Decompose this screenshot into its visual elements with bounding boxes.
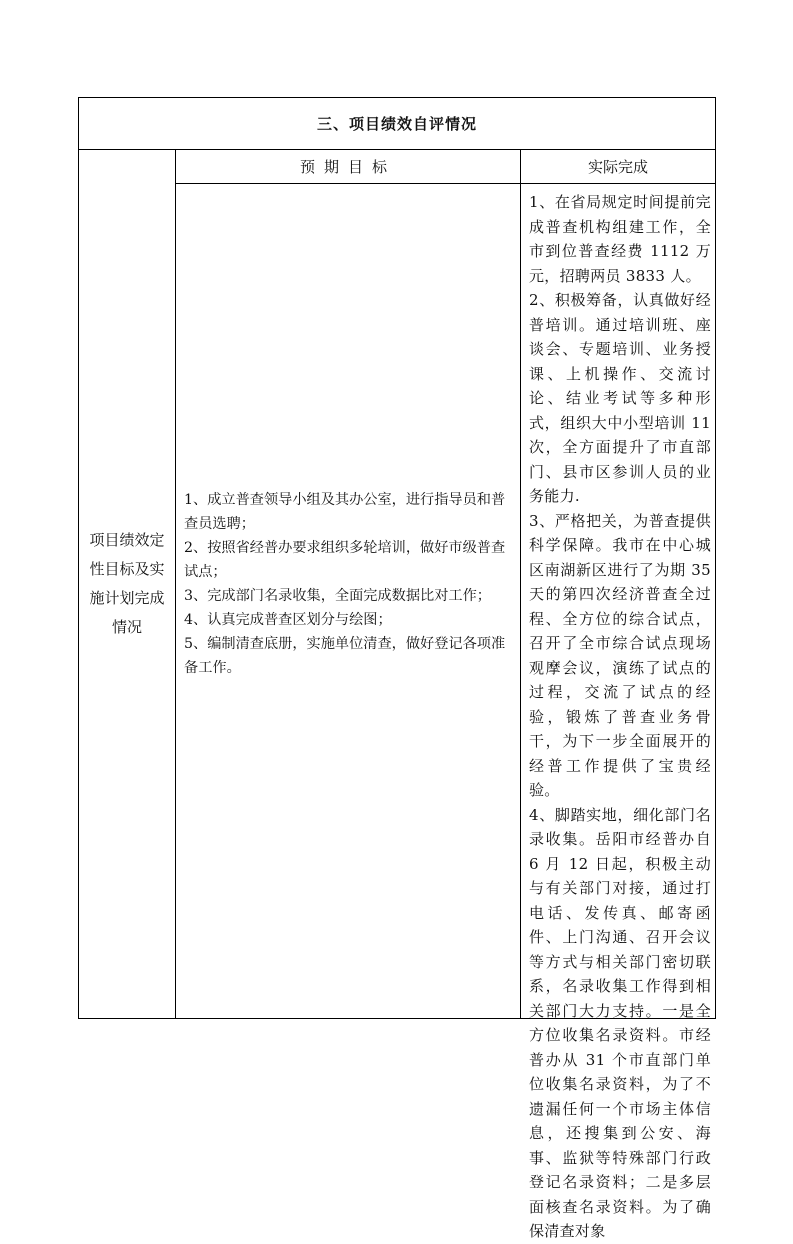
- row-label-cell: [79, 150, 176, 1018]
- expected-goals-list: [176, 488, 520, 680]
- expected-item: 2、按照省经普办要求组织多轮培训，做好市级普查试点；: [184, 540, 506, 580]
- expected-item: 4、认真完成普查区划分与绘图；: [184, 612, 392, 628]
- actual-completion-text: [521, 184, 715, 1244]
- expected-goals-cell: [176, 184, 521, 1018]
- actual-paragraph: 1、在省局规定时间提前完成普查机构组建工作，全市到位普查经费 1112 万元，招聘两员 3833 人。: [529, 193, 711, 285]
- actual-paragraph: 2、积极筹备，认真做好经普培训。通过培训班、座谈会、专题培训、业务授课、上机操作、交流讨论、结业考试等多种形式，组织大中小型培训 11 次，全方面提升了市直部门、县市区参训人员的业务能力.: [529, 291, 711, 505]
- expected-item: 1、成立普查领导小组及其办公室，进行指导员和普查员选聘；: [184, 492, 506, 532]
- actual-paragraph: 4、脚踏实地，细化部门名录收集。岳阳市经普办自 6 月 12 日起，积极主动与有关部门对接，通过打电话、发传真、邮寄函件、上门沟通、召开会议等方式与相关部门密切联系，名录收集工作得到相关部门大力支持。一是全方位收集名录资料。市经普办从 31 个市直部门单位收集名录资料，为了不遗漏任何一个市场主体信息，还搜集到公安、海事、监狱等特殊部门行政登记名录资料；二是多层面核查名录资料。为了确保清查对象: [529, 805, 711, 1240]
- actual-completion-cell: [521, 184, 715, 1240]
- section-title: 三、项目绩效自评情况: [79, 98, 715, 150]
- performance-table: [78, 97, 716, 1240]
- row-label: 项目绩效定性目标及实施计划完成情况: [89, 531, 165, 636]
- header-actual-completion: 实际完成: [587, 158, 648, 176]
- expected-item: 5、编制清查底册，实施单位清查，做好登记各项准备工作。: [184, 636, 506, 676]
- expected-item: 3、完成部门名录收集，全面完成数据比对工作；: [184, 588, 491, 604]
- actual-paragraph: 3、严格把关，为普查提供科学保障。我市在中心城区南湖新区进行了为期 35 天的第四次经济普查全过程、全方位的综合试点，召开了全市综合试点现场观摩会议，演练了试点的过程，交流了试点的经验，锻炼了普查业务骨干，为下一步全面展开的经普工作提供了宝贵经验。: [529, 511, 711, 799]
- header-expected-goals: 预期目标: [176, 150, 521, 183]
- column-header-row: [176, 150, 715, 184]
